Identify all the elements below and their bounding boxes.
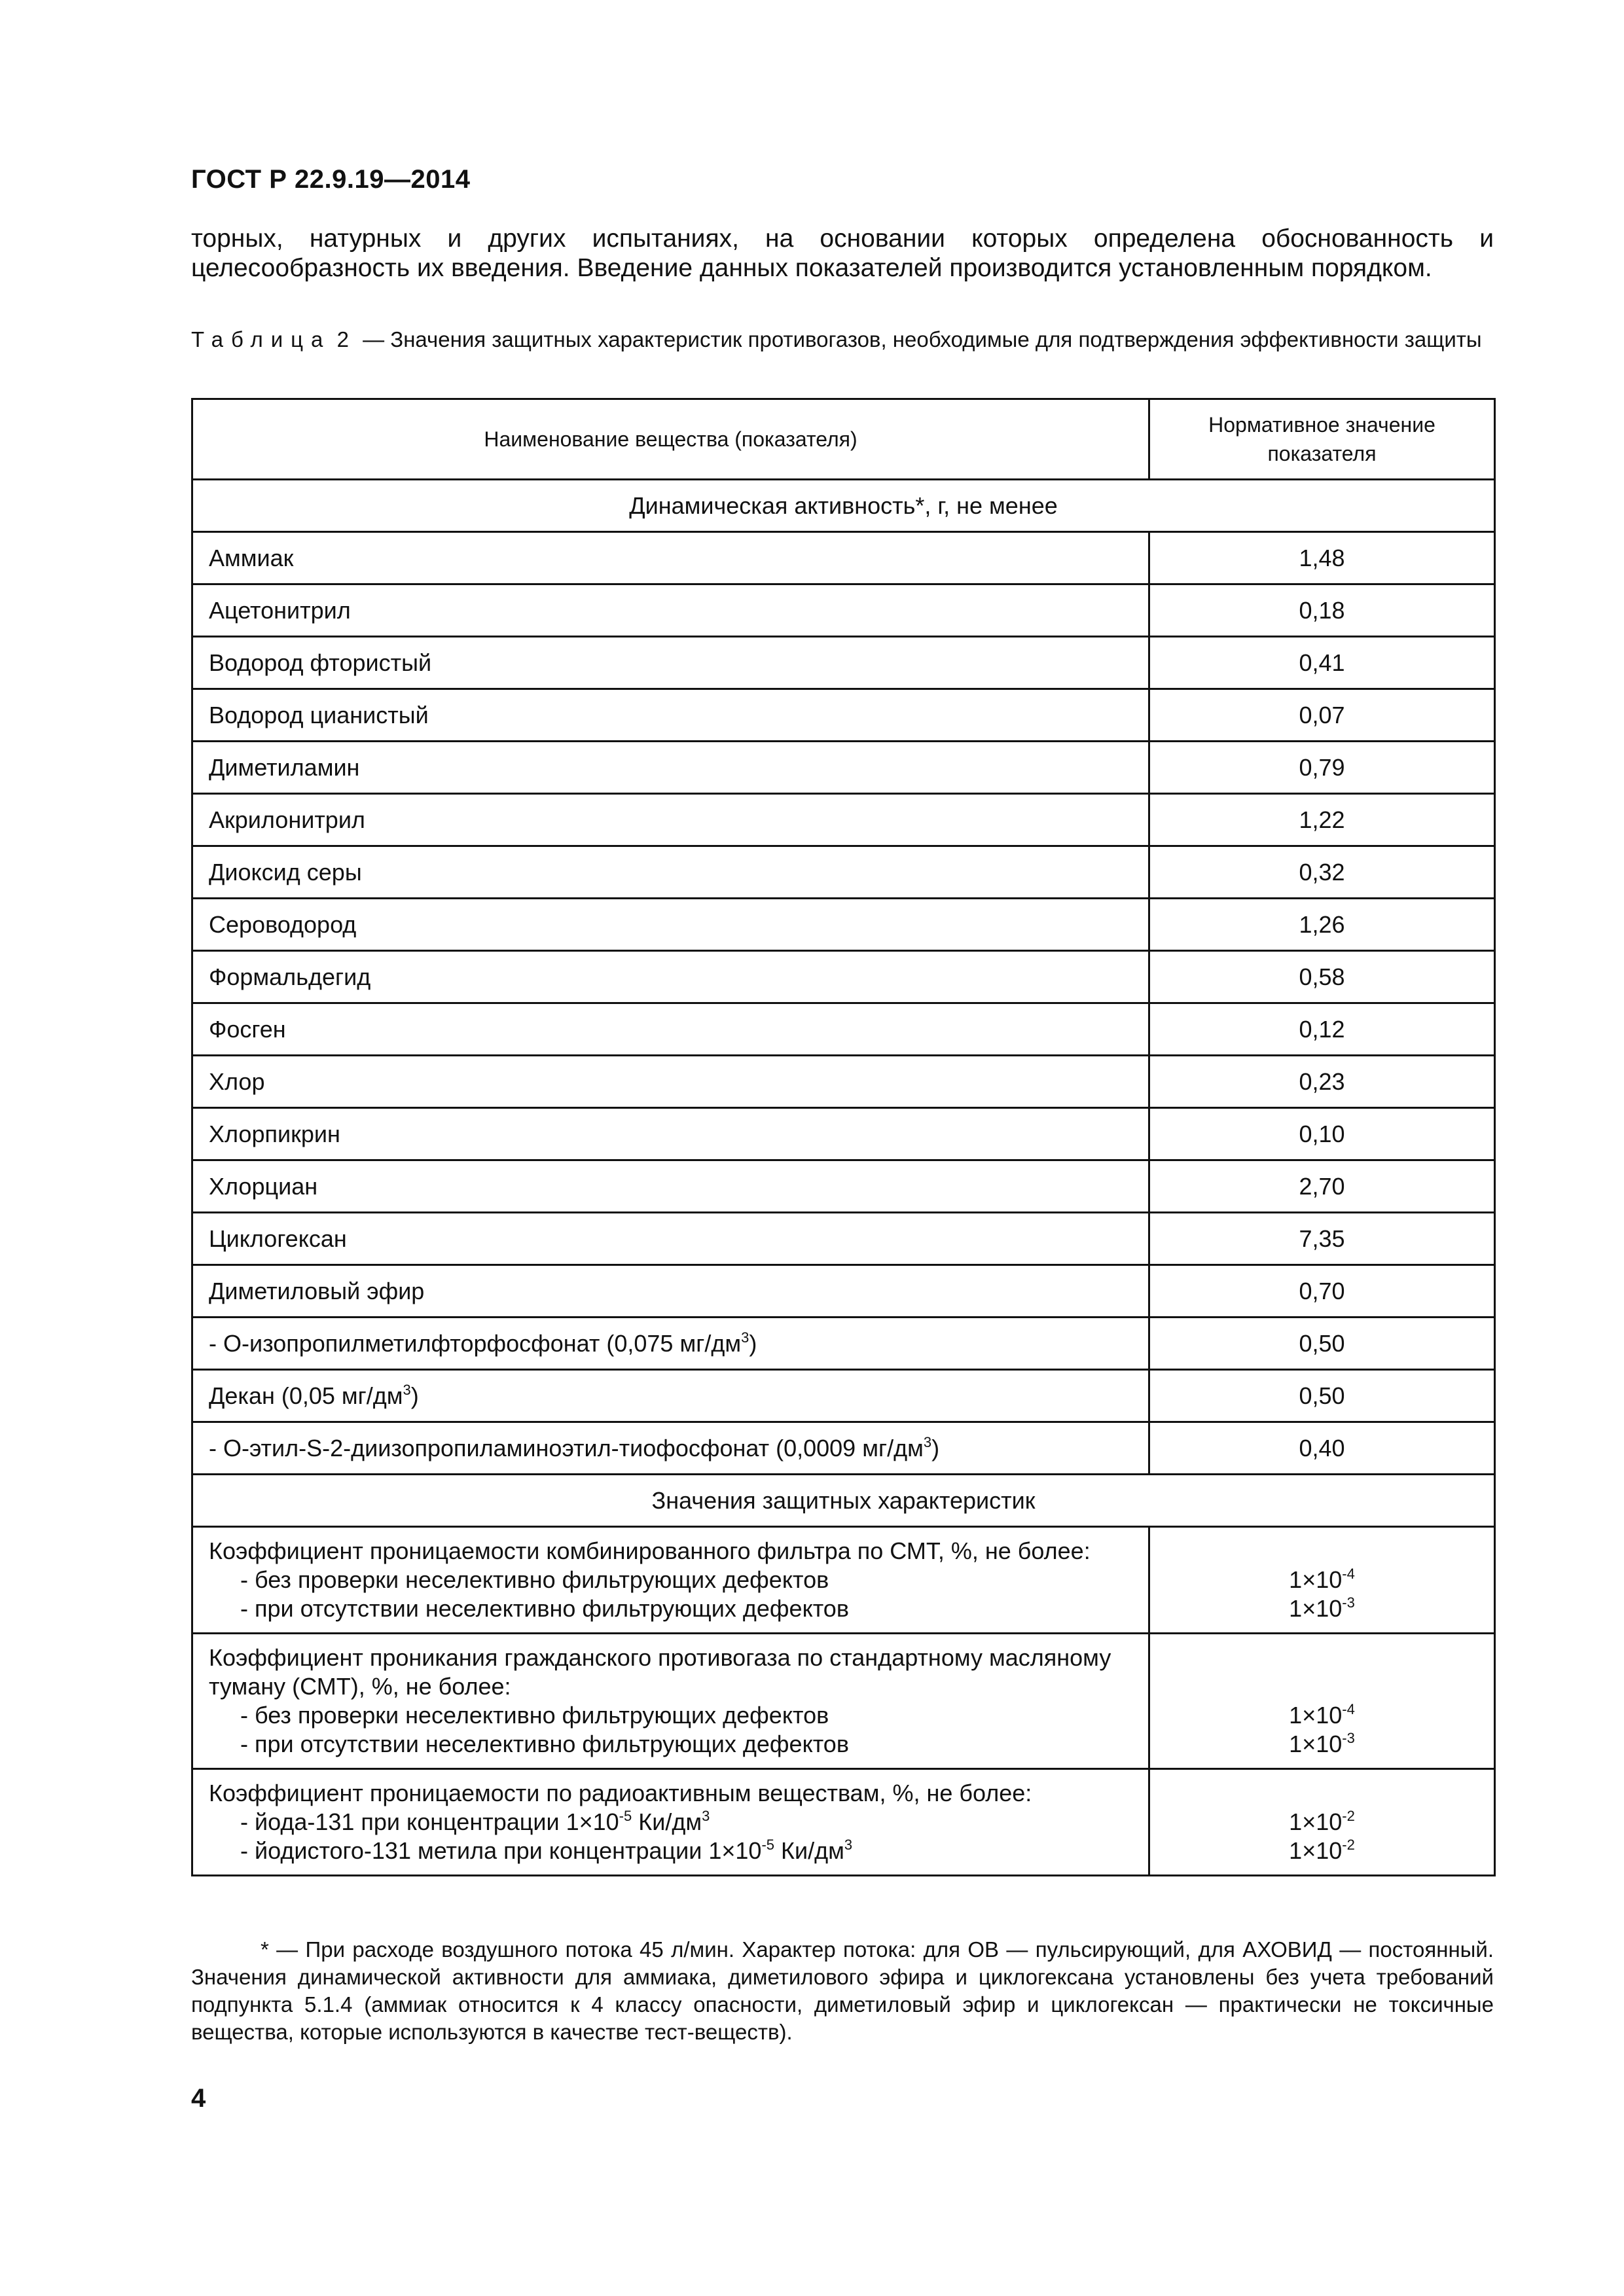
- superscript: 3: [741, 1329, 749, 1346]
- substance-name: Аммиак: [192, 532, 1149, 584]
- closing-paren: ): [931, 1434, 940, 1462]
- intro-paragraph: [191, 224, 1494, 283]
- normative-value: 7,35: [1149, 1213, 1495, 1265]
- superscript: 3: [403, 1381, 411, 1398]
- value-exponent: -2: [1342, 1808, 1355, 1824]
- norm-table: [191, 398, 1496, 1876]
- value-exponent: -3: [1342, 1730, 1355, 1746]
- value-exponent: -2: [1342, 1837, 1355, 1853]
- table-row: [192, 1213, 1495, 1265]
- substance-name-text: - О-этил-S-2-диизопропиламиноэтил-тиофосфонат (0,0009 мг/дм: [209, 1434, 924, 1462]
- table-row: [192, 1108, 1495, 1160]
- coefficient-value: [1151, 1594, 1493, 1623]
- substance-name: Хлорпикрин: [192, 1108, 1149, 1160]
- normative-value: 0,50: [1149, 1370, 1495, 1422]
- normative-value: 0,07: [1149, 689, 1495, 742]
- section-row-protective: [192, 1475, 1495, 1527]
- coefficient-block-filter: [192, 1527, 1495, 1634]
- normative-value: 0,32: [1149, 846, 1495, 899]
- coefficient-item: - при отсутствии неселективно фильтрующих дефектов: [240, 1731, 849, 1757]
- item-unit-power: 3: [702, 1808, 710, 1824]
- item-exponent: -5: [761, 1837, 774, 1853]
- table-row: [192, 899, 1495, 951]
- item-text: - йода-131 при концентрации 1×10: [240, 1808, 619, 1835]
- value-exponent: -3: [1342, 1594, 1355, 1611]
- table-row: [192, 1265, 1495, 1318]
- value-exponent: -4: [1342, 1701, 1355, 1717]
- table-caption: [191, 326, 1494, 353]
- coefficient-values: [1149, 1634, 1495, 1769]
- coefficient-item: - при отсутствии неселективно фильтрующих дефектов: [240, 1595, 849, 1622]
- coefficient-item: - без проверки неселективно фильтрующих дефектов: [240, 1566, 829, 1593]
- table-header-row: [192, 399, 1495, 480]
- normative-value: 0,41: [1149, 637, 1495, 689]
- substance-name: Формальдегид: [192, 951, 1149, 1003]
- value-base: 1×10: [1289, 1566, 1343, 1593]
- substance-name: Хлорциан: [192, 1160, 1149, 1213]
- coefficient-values: [1149, 1769, 1495, 1876]
- coefficient-value: [1151, 1730, 1493, 1759]
- coefficient-description: [192, 1769, 1149, 1876]
- substance-name: [192, 1318, 1149, 1370]
- coefficient-head: Коэффициент проницаемости по радиоактивным веществам, %, не более:: [209, 1780, 1032, 1806]
- coefficient-item: - без проверки неселективно фильтрующих дефектов: [240, 1702, 829, 1729]
- table-row: [192, 584, 1495, 637]
- normative-value: 1,26: [1149, 899, 1495, 951]
- value-base: 1×10: [1289, 1808, 1343, 1835]
- closing-paren: ): [749, 1329, 757, 1357]
- coefficient-value: [1151, 1566, 1493, 1594]
- table-row: [192, 794, 1495, 846]
- coefficient-head: Коэффициент проникания гражданского противогаза по стандартному масляному туману (СМТ), %, не более:: [209, 1644, 1111, 1700]
- table-row: [192, 532, 1495, 584]
- table-row: [192, 1318, 1495, 1370]
- coefficient-block-radioactive: [192, 1769, 1495, 1876]
- substance-name: Диметиламин: [192, 742, 1149, 794]
- substance-name: [192, 1370, 1149, 1422]
- substance-rows: [192, 532, 1495, 1318]
- normative-value: 0,70: [1149, 1265, 1495, 1318]
- substance-name-text: - О-изопропилметилфторфосфонат (0,075 мг/дм: [209, 1329, 742, 1357]
- standard-code: ГОСТ Р 22.9.19—2014: [191, 165, 471, 194]
- normative-value: 0,12: [1149, 1003, 1495, 1056]
- normative-value: 0,50: [1149, 1318, 1495, 1370]
- substance-name: Диоксид серы: [192, 846, 1149, 899]
- section-title: Динамическая активность*, г, не менее: [192, 480, 1495, 532]
- section-row-dynamic-activity: [192, 480, 1495, 532]
- closing-paren: ): [410, 1382, 419, 1409]
- coefficient-value: [1151, 1808, 1493, 1837]
- table-row: [192, 846, 1495, 899]
- substance-name: Акрилонитрил: [192, 794, 1149, 846]
- coefficient-values: [1149, 1527, 1495, 1634]
- coefficient-head: Коэффициент проницаемости комбинированного фильтра по СМТ, %, не более:: [209, 1537, 1091, 1564]
- coefficient-item: [209, 1837, 1135, 1865]
- table-row: [192, 1003, 1495, 1056]
- col-value-header-text: Нормативное значение показателя: [1208, 413, 1435, 465]
- table-row: [192, 637, 1495, 689]
- table-caption-label: Таблица: [191, 327, 331, 351]
- item-text: - йодистого-131 метила при концентрации 1×10: [240, 1837, 762, 1864]
- normative-value: 0,79: [1149, 742, 1495, 794]
- normative-value: 0,58: [1149, 951, 1495, 1003]
- item-unit: Ки/дм: [774, 1837, 844, 1864]
- footnote-text: * — При расходе воздушного потока 45 л/мин. Характер потока: для ОВ — пульсирующий, для АХОВИД — постоянный. Значения динамической активности для аммиака, диметилового эфира и циклогексана установлены без учета требований подпункта 5.1.4 (аммиак относится к 4 классу опасности, диметиловый эфир и циклогексан — практически не токсичные вещества, которые используются в качестве тест-веществ).: [191, 1937, 1494, 2044]
- value-base: 1×10: [1289, 1595, 1343, 1622]
- substance-name: Водород цианистый: [192, 689, 1149, 742]
- normative-value: 1,22: [1149, 794, 1495, 846]
- substance-name: Хлор: [192, 1056, 1149, 1108]
- item-unit-power: 3: [844, 1837, 853, 1853]
- coefficient-item: [209, 1808, 1135, 1837]
- value-exponent: -4: [1342, 1566, 1355, 1582]
- page-number: 4: [191, 2084, 206, 2113]
- normative-value: 0,18: [1149, 584, 1495, 637]
- coefficient-block-mask: [192, 1634, 1495, 1769]
- coefficient-description: [192, 1527, 1149, 1634]
- superscript: 3: [923, 1433, 932, 1450]
- coefficient-description: [192, 1634, 1149, 1769]
- section-title: Значения защитных характеристик: [192, 1475, 1495, 1527]
- substance-name: Ацетонитрил: [192, 584, 1149, 637]
- substance-name: Циклогексан: [192, 1213, 1149, 1265]
- col-name-header: Наименование вещества (показателя): [192, 399, 1149, 480]
- value-base: 1×10: [1289, 1702, 1343, 1729]
- table-row: [192, 689, 1495, 742]
- normative-value: 0,40: [1149, 1422, 1495, 1475]
- table-footnote: [191, 1936, 1494, 2046]
- substance-name: Водород фтористый: [192, 637, 1149, 689]
- table-row: [192, 1160, 1495, 1213]
- value-base: 1×10: [1289, 1731, 1343, 1757]
- substance-name-text: Декан (0,05 мг/дм: [209, 1382, 403, 1409]
- normative-value: 0,23: [1149, 1056, 1495, 1108]
- normative-value: 2,70: [1149, 1160, 1495, 1213]
- intro-text: торных, натурных и других испытаниях, на основании которых определена обоснованность и целесообразность их введения. Введение данных показателей производится установленным порядком.: [191, 224, 1494, 282]
- table-caption-text: — Значения защитных характеристик противогазов, необходимые для подтверждения эффективности защиты: [363, 327, 1482, 351]
- substance-name: [192, 1422, 1149, 1475]
- coefficient-value: [1151, 1837, 1493, 1865]
- table-row: [192, 1422, 1495, 1475]
- table-caption-number: 2: [336, 327, 357, 351]
- substance-name: Диметиловый эфир: [192, 1265, 1149, 1318]
- normative-value: 1,48: [1149, 532, 1495, 584]
- table-row: [192, 1370, 1495, 1422]
- col-value-header: [1149, 399, 1495, 480]
- value-base: 1×10: [1289, 1837, 1343, 1864]
- table-row: [192, 951, 1495, 1003]
- substance-name: Фосген: [192, 1003, 1149, 1056]
- table-row: [192, 742, 1495, 794]
- normative-value: 0,10: [1149, 1108, 1495, 1160]
- substance-name: Сероводород: [192, 899, 1149, 951]
- item-unit: Ки/дм: [632, 1808, 702, 1835]
- table-row: [192, 1056, 1495, 1108]
- coefficient-value: [1151, 1701, 1493, 1730]
- item-exponent: -5: [619, 1808, 632, 1824]
